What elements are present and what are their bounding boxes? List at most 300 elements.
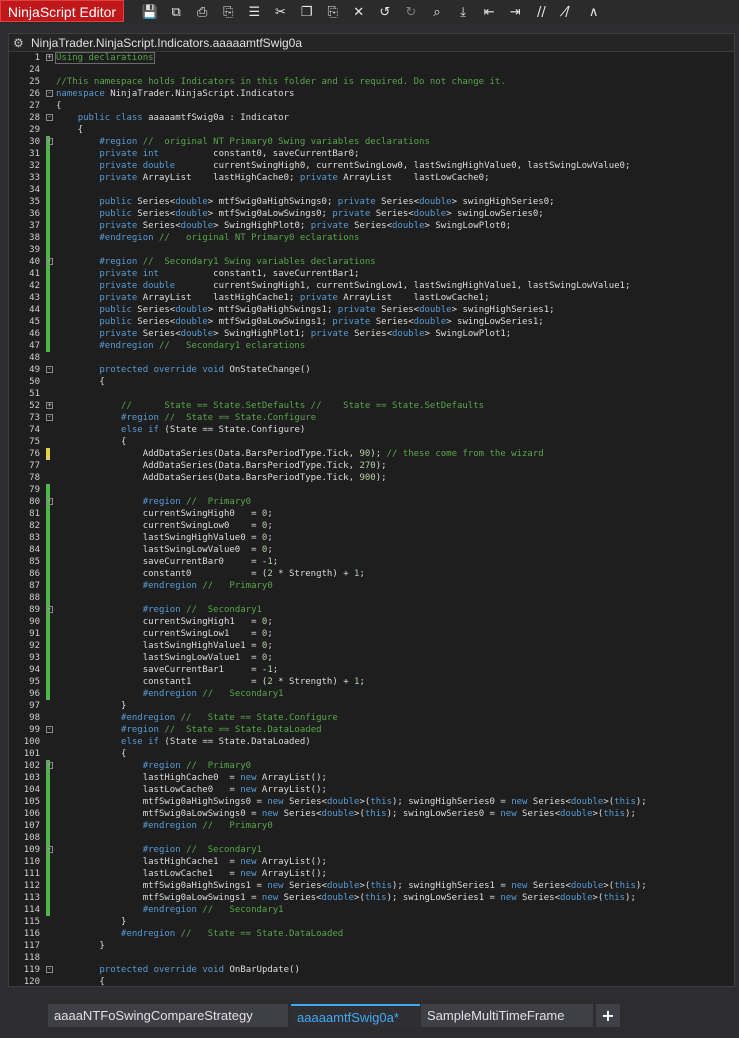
line-number: 94: [29, 665, 40, 675]
code-text: lastSwingLowValue0 = 0;: [56, 545, 273, 555]
collapse-icon[interactable]: -: [47, 497, 52, 505]
code-text: mtfSwig0aLowSwings1 = new Series<double>(this); swingLowSeries1 = new Series<double>(this);: [56, 893, 636, 903]
line-number: 46: [29, 329, 40, 339]
code-line[interactable]: [9, 532, 735, 544]
code-line[interactable]: [9, 772, 735, 784]
line-number: 109: [23, 845, 40, 855]
save-all-icon[interactable]: ⧉: [171, 4, 181, 20]
code-line[interactable]: [9, 208, 735, 220]
line-number: 76: [29, 449, 40, 459]
code-text: }: [56, 701, 127, 711]
line-number: 26: [29, 89, 40, 99]
code-text: #endregion // original NT Primary0 eclarations: [99, 233, 360, 243]
code-text: protected override void OnBarUpdate(): [99, 965, 300, 975]
line-number: 31: [29, 149, 40, 159]
change-marker: [46, 544, 50, 556]
code-text: currentSwingHigh1 = 0;: [56, 617, 273, 627]
code-line[interactable]: [9, 112, 735, 124]
code-line[interactable]: [9, 484, 735, 496]
line-number: 112: [23, 881, 40, 891]
code-text: lastLowCache1 = new ArrayList();: [56, 869, 327, 879]
change-marker: [46, 184, 50, 196]
document-header: [9, 34, 734, 52]
change-marker: [46, 796, 50, 808]
uncomment-icon[interactable]: /̸: [565, 4, 570, 20]
code-line[interactable]: [9, 220, 735, 232]
line-number: 85: [29, 557, 40, 567]
change-marker: [46, 316, 50, 328]
import-icon[interactable]: ⤓: [460, 4, 466, 20]
line-number: 86: [29, 569, 40, 579]
code-line[interactable]: [9, 124, 735, 136]
line-number: 96: [29, 689, 40, 699]
code-line[interactable]: [9, 424, 735, 436]
line-number: 52: [29, 401, 40, 411]
collapse-icon[interactable]: -: [47, 605, 52, 613]
change-marker: [46, 676, 50, 688]
line-number: 89: [29, 605, 40, 615]
line-number: 49: [29, 365, 40, 375]
code-text: currentSwingHigh0 = 0;: [56, 509, 273, 519]
line-number: 29: [29, 125, 40, 135]
change-marker: [46, 172, 50, 184]
line-number: 35: [29, 197, 40, 207]
line-number: 116: [23, 929, 40, 939]
code-line[interactable]: [9, 460, 735, 472]
save-icon[interactable]: 💾: [141, 4, 159, 20]
code-text: private ArrayList lastHighCache0; private ArrayList lastLowCache0;: [99, 173, 490, 183]
code-text: {: [56, 977, 105, 987]
line-number: 51: [29, 389, 40, 399]
code-text: {: [56, 377, 105, 387]
code-text: #region // Secondary1 Swing variables declarations: [99, 257, 376, 267]
comment-icon[interactable]: //: [537, 4, 546, 20]
code-line[interactable]: [9, 760, 735, 772]
code-text: AddDataSeries(Data.BarsPeriodType.Tick, 900);: [56, 473, 387, 483]
code-line[interactable]: [9, 520, 735, 532]
code-text: #region // original NT Primary0 Swing variables declarations: [99, 137, 430, 147]
expand-icon[interactable]: +: [47, 401, 52, 409]
code-line[interactable]: [9, 628, 735, 640]
code-text: public Series<double> mtfSwig0aLowSwings0; private Series<double> swingLowSeries0;: [99, 209, 544, 219]
code-text: constant0 = (2 * Strength) + 1;: [56, 569, 365, 579]
line-number: 80: [29, 497, 40, 507]
code-text: {: [56, 749, 127, 759]
line-number: 37: [29, 221, 40, 231]
change-marker: [46, 832, 50, 844]
code-text: {: [56, 101, 62, 111]
code-line[interactable]: [9, 148, 735, 160]
line-number: 92: [29, 641, 40, 651]
code-text: public Series<double> mtfSwig0aHighSwings1; private Series<double> swingHighSeries1;: [99, 305, 555, 315]
line-number: 40: [29, 257, 40, 267]
collapse-icon[interactable]: -: [47, 965, 52, 973]
change-marker: [46, 232, 50, 244]
code-line[interactable]: [9, 376, 735, 388]
code-line[interactable]: [9, 652, 735, 664]
line-number: 47: [29, 341, 40, 351]
code-text: public class aaaaamtfSwig0a : Indicator: [77, 113, 290, 123]
app-title: NinjaScript Editor: [0, 0, 124, 22]
code-text: saveCurrentBar1 = -1;: [56, 665, 279, 675]
code-line[interactable]: [9, 592, 735, 604]
code-text: currentSwingLow0 = 0;: [56, 521, 273, 531]
code-text: private int constant0, saveCurrentBar0;: [99, 149, 360, 159]
collapse-icon[interactable]: -: [47, 257, 52, 265]
line-number: 110: [23, 857, 40, 867]
code-text: AddDataSeries(Data.BarsPeriodType.Tick, 90); // these come from the wizard: [56, 449, 544, 459]
line-number: 115: [23, 917, 40, 927]
change-marker: [46, 160, 50, 172]
code-line[interactable]: [9, 952, 735, 964]
code-line[interactable]: [9, 184, 735, 196]
line-number: 103: [23, 773, 40, 783]
code-line[interactable]: [9, 604, 735, 616]
line-number: 91: [29, 629, 40, 639]
code-line[interactable]: [9, 568, 735, 580]
code-line[interactable]: [9, 244, 735, 256]
code-line[interactable]: [9, 304, 735, 316]
line-number: 113: [23, 893, 40, 903]
code-text: #endregion // Secondary1 eclarations: [99, 341, 306, 351]
line-number: 93: [29, 653, 40, 663]
code-line[interactable]: [9, 448, 735, 460]
code-line[interactable]: [9, 796, 735, 808]
code-line[interactable]: [9, 916, 735, 928]
code-text: else if (State == State.DataLoaded): [121, 737, 311, 747]
change-marker: [46, 868, 50, 880]
code-line[interactable]: [9, 904, 735, 916]
code-text: AddDataSeries(Data.BarsPeriodType.Tick, 270);: [56, 461, 387, 471]
change-marker: [46, 628, 50, 640]
line-number: 114: [23, 905, 40, 915]
change-marker: [46, 148, 50, 160]
change-marker: [46, 640, 50, 652]
line-number: 24: [29, 65, 40, 75]
code-line[interactable]: [9, 880, 735, 892]
code-text: else if (State == State.Configure): [121, 425, 306, 435]
code-line[interactable]: [9, 544, 735, 556]
change-marker: [46, 196, 50, 208]
title-bar: [0, 0, 739, 24]
line-number: 106: [23, 809, 40, 819]
code-line[interactable]: [9, 76, 735, 88]
code-text: saveCurrentBar0 = -1;: [56, 557, 279, 567]
code-line[interactable]: [9, 280, 735, 292]
code-text: #region // Secondary1: [142, 605, 262, 615]
code-line[interactable]: [9, 820, 735, 832]
line-number: 77: [29, 461, 40, 471]
collapse-icon[interactable]: -: [47, 113, 52, 121]
change-marker: [46, 580, 50, 592]
code-line[interactable]: [9, 688, 735, 700]
line-number: 81: [29, 509, 40, 519]
code-text: lastLowCache0 = new ArrayList();: [56, 785, 327, 795]
code-line[interactable]: [9, 892, 735, 904]
code-line[interactable]: [9, 436, 735, 448]
code-text: #region // State == State.Configure: [121, 413, 317, 423]
line-number: 83: [29, 533, 40, 543]
line-number: 32: [29, 161, 40, 171]
code-text: private Series<double> SwingHighPlot0; private Series<double> SwingLowPlot0;: [99, 221, 512, 231]
code-line[interactable]: [9, 928, 735, 940]
document-title: NinjaTrader.NinjaScript.Indicators.aaaaamtfSwig0a: [31, 35, 303, 50]
code-line[interactable]: [9, 88, 735, 100]
line-number: 100: [23, 737, 40, 747]
paste-icon[interactable]: ⎘: [327, 4, 338, 20]
code-text: lastHighCache1 = new ArrayList();: [56, 857, 327, 867]
line-number: 82: [29, 521, 40, 531]
code-line[interactable]: [9, 556, 735, 568]
cut-icon[interactable]: ✂: [275, 4, 286, 20]
code-text: public Series<double> mtfSwig0aLowSwings1; private Series<double> swingLowSeries1;: [99, 317, 544, 327]
line-number: 36: [29, 209, 40, 219]
line-number: 119: [23, 965, 40, 975]
change-marker: [46, 448, 50, 460]
code-text: }: [56, 917, 127, 927]
line-number: 99: [29, 725, 40, 735]
undo-icon[interactable]: ↺: [379, 4, 391, 20]
change-marker: [46, 304, 50, 316]
change-marker: [46, 616, 50, 628]
line-number: 45: [29, 317, 40, 327]
collapse-icon[interactable]: -: [47, 761, 52, 769]
code-text: private int constant1, saveCurrentBar1;: [99, 269, 360, 279]
line-number: 38: [29, 233, 40, 243]
collapse-icon[interactable]: -: [47, 365, 52, 373]
line-number: 34: [29, 185, 40, 195]
change-marker: [46, 292, 50, 304]
code-text: {: [56, 437, 127, 447]
code-text: constant1 = (2 * Strength) + 1;: [56, 677, 365, 687]
code-line[interactable]: [9, 316, 735, 328]
line-number: 27: [29, 101, 40, 111]
code-text: #endregion // Secondary1: [142, 689, 284, 699]
code-text: #endregion // Secondary1: [142, 905, 284, 915]
code-line[interactable]: [9, 676, 735, 688]
line-number: 74: [29, 425, 40, 435]
line-number: 78: [29, 473, 40, 483]
print-icon[interactable]: ⎙: [196, 4, 208, 20]
line-number: 107: [23, 821, 40, 831]
code-line[interactable]: [9, 580, 735, 592]
line-number: 118: [23, 953, 40, 963]
line-number: 90: [29, 617, 40, 627]
code-line[interactable]: [9, 856, 735, 868]
code-text: #endregion // State == State.DataLoaded: [121, 929, 344, 939]
redo-icon[interactable]: ↻: [405, 4, 417, 20]
code-line[interactable]: [9, 160, 735, 172]
change-marker: [46, 340, 50, 352]
line-number: 25: [29, 77, 40, 87]
change-marker: [46, 280, 50, 292]
code-line[interactable]: [9, 724, 735, 736]
outdent-icon[interactable]: ⇤: [483, 4, 495, 20]
code-text: lastSwingHighValue1 = 0;: [56, 641, 273, 651]
change-marker: [46, 208, 50, 220]
code-text: private ArrayList lastHighCache1; private ArrayList lastLowCache1;: [99, 293, 490, 303]
change-marker: [46, 880, 50, 892]
line-number: 88: [29, 593, 40, 603]
delete-icon[interactable]: ✕: [353, 4, 365, 20]
indicator-icon: ⚙: [13, 35, 24, 50]
code-text: #endregion // State == State.Configure: [121, 713, 338, 723]
code-text: lastHighCache0 = new ArrayList();: [56, 773, 327, 783]
line-number: 95: [29, 677, 40, 687]
code-text: mtfSwig0aHighSwings1 = new Series<double>(this); swingHighSeries1 = new Series<double>(this);: [56, 881, 647, 891]
line-number: 98: [29, 713, 40, 723]
code-line[interactable]: [9, 664, 735, 676]
code-line[interactable]: [9, 832, 735, 844]
line-number: 105: [23, 797, 40, 807]
code-line[interactable]: [9, 256, 735, 268]
change-marker: [46, 784, 50, 796]
code-line[interactable]: [9, 472, 735, 484]
code-line[interactable]: [9, 232, 735, 244]
code-line[interactable]: [9, 52, 735, 64]
code-line[interactable]: [9, 400, 735, 412]
line-number: 120: [23, 977, 40, 987]
code-text: #endregion // Primary0: [142, 821, 273, 831]
line-number: 84: [29, 545, 40, 555]
code-line[interactable]: [9, 100, 735, 112]
code-line[interactable]: [9, 388, 735, 400]
line-number: 48: [29, 353, 40, 363]
code-line[interactable]: [9, 844, 735, 856]
code-line[interactable]: [9, 712, 735, 724]
code-text: }: [56, 941, 105, 951]
line-number: 97: [29, 701, 40, 711]
line-number: 102: [23, 761, 40, 771]
code-text: {: [56, 125, 84, 135]
line-number: 104: [23, 785, 40, 795]
code-line[interactable]: [9, 268, 735, 280]
line-number: 111: [23, 869, 40, 879]
change-marker: [46, 904, 50, 916]
code-line[interactable]: [9, 328, 735, 340]
code-line[interactable]: [9, 784, 735, 796]
code-text: mtfSwig0aLowSwings0 = new Series<double>(this); swingLowSeries0 = new Series<double>(this);: [56, 809, 636, 819]
code-line[interactable]: [9, 496, 735, 508]
line-number: 1: [34, 53, 40, 63]
collapse-icon[interactable]: -: [47, 137, 52, 145]
change-marker: [46, 808, 50, 820]
change-marker: [46, 820, 50, 832]
code-text: // State == State.SetDefaults // State == State.SetDefaults: [56, 401, 485, 411]
code-line[interactable]: [9, 748, 735, 760]
change-marker: [46, 772, 50, 784]
code-text: namespace NinjaTrader.NinjaScript.Indicators: [56, 89, 295, 99]
collapse-icon[interactable]: -: [47, 413, 52, 421]
code-editor[interactable]: [9, 52, 735, 987]
code-text: #endregion // Primary0: [142, 581, 273, 591]
code-text: lastSwingLowValue1 = 0;: [56, 653, 273, 663]
code-text: private double currentSwingHigh1, currentSwingLow1, lastSwingHighValue1, lastSwingLowValue1;: [99, 281, 631, 291]
change-marker: [46, 664, 50, 676]
line-number: 42: [29, 281, 40, 291]
indent-icon[interactable]: ⇥: [509, 4, 521, 20]
code-line[interactable]: [9, 640, 735, 652]
change-marker: [46, 556, 50, 568]
code-line[interactable]: [9, 412, 735, 424]
code-text: #region // Primary0: [142, 761, 252, 771]
visual-studio-icon[interactable]: ∧: [588, 4, 599, 20]
code-line[interactable]: [9, 364, 735, 376]
tab-aaaaamtfSwig0a[interactable]: aaaaamtfSwig0a*: [291, 1004, 420, 1027]
code-text: public Series<double> mtfSwig0aHighSwings0; private Series<double> swingHighSeries0;: [99, 197, 555, 207]
code-text: #region // Secondary1: [142, 845, 262, 855]
line-number: 44: [29, 305, 40, 315]
code-line[interactable]: [9, 136, 735, 148]
change-marker: [46, 328, 50, 340]
add-tab-button[interactable]: +: [596, 1004, 620, 1027]
change-marker: [46, 220, 50, 232]
code-line[interactable]: [9, 868, 735, 880]
line-number: 28: [29, 113, 40, 123]
change-marker: [46, 532, 50, 544]
find-icon[interactable]: ⌕: [433, 4, 441, 20]
code-line[interactable]: [9, 736, 735, 748]
tab-aaaaNTFoSwingCompareStrategy[interactable]: aaaaNTFoSwingCompareStrategy: [48, 1004, 288, 1027]
line-number: 41: [29, 269, 40, 279]
code-line[interactable]: [9, 508, 735, 520]
code-line[interactable]: [9, 964, 735, 976]
change-marker: [46, 484, 50, 496]
properties-icon[interactable]: ☰: [248, 4, 261, 20]
print-preview-icon[interactable]: ⎘: [223, 4, 234, 20]
line-number: 30: [29, 137, 40, 147]
line-number: 33: [29, 173, 40, 183]
code-line[interactable]: [9, 292, 735, 304]
copy-icon[interactable]: ❐: [300, 4, 313, 20]
code-text: Using declarations: [56, 53, 154, 63]
change-marker: [46, 520, 50, 532]
code-line[interactable]: [9, 976, 735, 987]
collapse-icon[interactable]: -: [47, 845, 52, 853]
code-line[interactable]: [9, 616, 735, 628]
code-line[interactable]: [9, 940, 735, 952]
code-line[interactable]: [9, 808, 735, 820]
code-line[interactable]: [9, 64, 735, 76]
line-number: 73: [29, 413, 40, 423]
expand-icon[interactable]: +: [47, 53, 52, 61]
line-number: 87: [29, 581, 40, 591]
code-line[interactable]: [9, 700, 735, 712]
line-number: 101: [23, 749, 40, 759]
line-number: 39: [29, 245, 40, 255]
code-line[interactable]: [9, 352, 735, 364]
change-marker: [46, 268, 50, 280]
change-marker: [46, 508, 50, 520]
line-number: 75: [29, 437, 40, 447]
change-marker: [46, 592, 50, 604]
change-marker: [46, 244, 50, 256]
code-line[interactable]: [9, 172, 735, 184]
collapse-icon[interactable]: -: [47, 89, 52, 97]
collapse-icon[interactable]: -: [47, 725, 52, 733]
code-text: #region // Primary0: [142, 497, 252, 507]
code-text: private double currentSwingHigh0, currentSwingLow0, lastSwingHighValue0, lastSwingLowValue0;: [99, 161, 631, 171]
code-document: [8, 33, 735, 987]
code-line[interactable]: [9, 340, 735, 352]
toolbar: [138, 0, 608, 24]
code-line[interactable]: [9, 196, 735, 208]
tab-SampleMultiTimeFrame[interactable]: SampleMultiTimeFrame: [421, 1004, 593, 1027]
line-number: 43: [29, 293, 40, 303]
code-text: #region // State == State.DataLoaded: [121, 725, 322, 735]
change-marker: [46, 568, 50, 580]
code-text: //This namespace holds Indicators in this folder and is required. Do not change it.: [56, 77, 506, 87]
